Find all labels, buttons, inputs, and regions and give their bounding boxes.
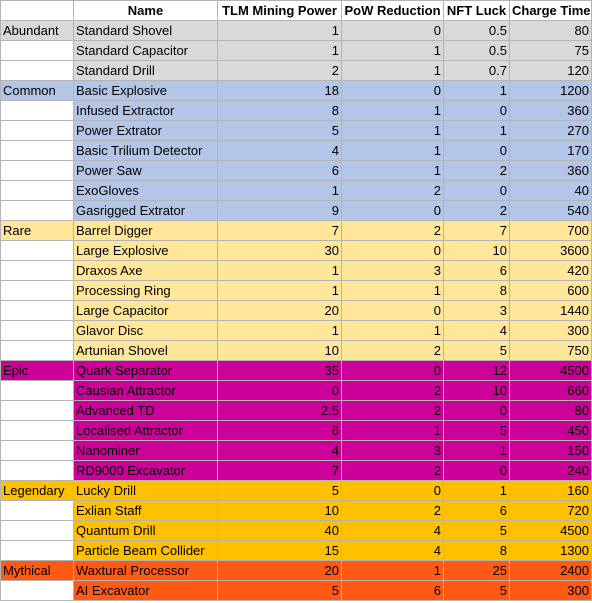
rarity-cell[interactable] bbox=[1, 581, 74, 601]
tlm-mining-power-cell[interactable]: 4 bbox=[218, 141, 342, 161]
table-row bbox=[1, 361, 592, 381]
pow-reduction-cell[interactable]: 0 bbox=[342, 481, 444, 501]
pow-reduction-cell[interactable]: 1 bbox=[342, 561, 444, 581]
charge-time-cell[interactable]: 360 bbox=[510, 101, 592, 121]
pow-reduction-cell[interactable]: 1 bbox=[342, 61, 444, 81]
pow-reduction-cell[interactable]: 2 bbox=[342, 181, 444, 201]
table-row bbox=[1, 181, 592, 201]
charge-time-cell[interactable]: 1440 bbox=[510, 301, 592, 321]
rarity-cell[interactable]: Rare bbox=[1, 221, 74, 241]
item-name-cell[interactable]: Exlian Staff bbox=[74, 501, 218, 521]
tlm-mining-power-cell[interactable]: 10 bbox=[218, 341, 342, 361]
nft-luck-cell[interactable]: 2 bbox=[444, 201, 510, 221]
rarity-cell[interactable] bbox=[1, 521, 74, 541]
charge-time-cell[interactable]: 170 bbox=[510, 141, 592, 161]
nft-luck-cell[interactable]: 3 bbox=[444, 301, 510, 321]
item-name-cell[interactable]: ExoGloves bbox=[74, 181, 218, 201]
item-name-cell[interactable]: Basic Trilium Detector bbox=[74, 141, 218, 161]
nft-luck-cell[interactable]: 0 bbox=[444, 181, 510, 201]
item-name-cell[interactable]: Advanced TD bbox=[74, 401, 218, 421]
rarity-cell[interactable] bbox=[1, 141, 74, 161]
nft-luck-cell[interactable]: 5 bbox=[444, 421, 510, 441]
nft-luck-cell[interactable]: 4 bbox=[444, 321, 510, 341]
pow-reduction-cell[interactable]: 1 bbox=[342, 101, 444, 121]
rarity-cell[interactable] bbox=[1, 121, 74, 141]
pow-reduction-cell[interactable]: 6 bbox=[342, 581, 444, 601]
item-name-cell[interactable]: Infused Extractor bbox=[74, 101, 218, 121]
tlm-mining-power-cell[interactable]: 40 bbox=[218, 521, 342, 541]
charge-time-cell[interactable]: 3600 bbox=[510, 241, 592, 261]
rarity-cell[interactable] bbox=[1, 201, 74, 221]
tlm-mining-power-cell[interactable]: 5 bbox=[218, 121, 342, 141]
rarity-cell[interactable] bbox=[1, 101, 74, 121]
tlm-mining-power-cell[interactable]: 7 bbox=[218, 221, 342, 241]
item-name-cell[interactable]: Quark Separator bbox=[74, 361, 218, 381]
nft-luck-cell[interactable]: 12 bbox=[444, 361, 510, 381]
item-name-cell[interactable]: Lucky Drill bbox=[74, 481, 218, 501]
charge-time-cell[interactable]: 4500 bbox=[510, 361, 592, 381]
table-row bbox=[1, 121, 592, 141]
nft-luck-cell[interactable]: 0.5 bbox=[444, 21, 510, 41]
nft-luck-cell[interactable]: 2 bbox=[444, 161, 510, 181]
item-name-cell[interactable]: Processing Ring bbox=[74, 281, 218, 301]
rarity-cell[interactable]: Abundant bbox=[1, 21, 74, 41]
table-row bbox=[1, 341, 592, 361]
pow-reduction-cell[interactable]: 2 bbox=[342, 401, 444, 421]
header-rarity[interactable] bbox=[1, 1, 74, 21]
charge-time-cell[interactable]: 360 bbox=[510, 161, 592, 181]
nft-luck-cell[interactable]: 5 bbox=[444, 521, 510, 541]
header-charge-time[interactable]: Charge Time bbox=[510, 1, 592, 21]
item-name-cell[interactable]: Gasrigged Extrator bbox=[74, 201, 218, 221]
rarity-cell[interactable] bbox=[1, 241, 74, 261]
item-name-cell[interactable]: Large Explosive bbox=[74, 241, 218, 261]
tlm-mining-power-cell[interactable]: 20 bbox=[218, 561, 342, 581]
tlm-mining-power-cell[interactable]: 7 bbox=[218, 461, 342, 481]
rarity-cell[interactable] bbox=[1, 381, 74, 401]
rarity-cell[interactable]: Mythical bbox=[1, 561, 74, 581]
rarity-cell[interactable] bbox=[1, 321, 74, 341]
charge-time-cell[interactable]: 750 bbox=[510, 341, 592, 361]
rarity-cell[interactable]: Epic bbox=[1, 361, 74, 381]
charge-time-cell[interactable]: 300 bbox=[510, 321, 592, 341]
pow-reduction-cell[interactable]: 3 bbox=[342, 261, 444, 281]
rarity-cell[interactable] bbox=[1, 341, 74, 361]
tlm-mining-power-cell[interactable]: 1 bbox=[218, 321, 342, 341]
pow-reduction-cell[interactable]: 1 bbox=[342, 281, 444, 301]
header-tlm-mining-power[interactable]: TLM Mining Power bbox=[218, 1, 342, 21]
table-row bbox=[1, 101, 592, 121]
charge-time-cell[interactable]: 600 bbox=[510, 281, 592, 301]
pow-reduction-cell[interactable]: 0 bbox=[342, 21, 444, 41]
charge-time-cell[interactable]: 700 bbox=[510, 221, 592, 241]
nft-luck-cell[interactable]: 8 bbox=[444, 541, 510, 561]
item-name-cell[interactable]: Large Capacitor bbox=[74, 301, 218, 321]
pow-reduction-cell[interactable]: 4 bbox=[342, 521, 444, 541]
table-row bbox=[1, 321, 592, 341]
nft-luck-cell[interactable]: 1 bbox=[444, 441, 510, 461]
item-name-cell[interactable]: RD9000 Excavator bbox=[74, 461, 218, 481]
table-row bbox=[1, 221, 592, 241]
rarity-cell[interactable] bbox=[1, 281, 74, 301]
table-row bbox=[1, 441, 592, 461]
charge-time-cell[interactable]: 240 bbox=[510, 461, 592, 481]
item-name-cell[interactable]: Barrel Digger bbox=[74, 221, 218, 241]
pow-reduction-cell[interactable]: 2 bbox=[342, 341, 444, 361]
nft-luck-cell[interactable]: 10 bbox=[444, 381, 510, 401]
table-row bbox=[1, 161, 592, 181]
rarity-cell[interactable] bbox=[1, 261, 74, 281]
tlm-mining-power-cell[interactable]: 5 bbox=[218, 481, 342, 501]
nft-luck-cell[interactable]: 8 bbox=[444, 281, 510, 301]
nft-luck-cell[interactable]: 0 bbox=[444, 141, 510, 161]
table-row bbox=[1, 241, 592, 261]
table-row bbox=[1, 581, 592, 601]
table-row bbox=[1, 521, 592, 541]
item-name-cell[interactable]: Localised Attractor bbox=[74, 421, 218, 441]
nft-luck-cell[interactable]: 6 bbox=[444, 501, 510, 521]
table-row bbox=[1, 381, 592, 401]
item-name-cell[interactable]: Glavor Disc bbox=[74, 321, 218, 341]
nft-luck-cell[interactable]: 10 bbox=[444, 241, 510, 261]
tlm-mining-power-cell[interactable]: 6 bbox=[218, 161, 342, 181]
pow-reduction-cell[interactable]: 1 bbox=[342, 41, 444, 61]
item-name-cell[interactable]: Quantum Drill bbox=[74, 521, 218, 541]
tlm-mining-power-cell[interactable]: 9 bbox=[218, 201, 342, 221]
rarity-cell[interactable] bbox=[1, 461, 74, 481]
tlm-mining-power-cell[interactable]: 1 bbox=[218, 261, 342, 281]
nft-luck-cell[interactable]: 6 bbox=[444, 261, 510, 281]
table-row bbox=[1, 501, 592, 521]
table-row bbox=[1, 141, 592, 161]
tlm-mining-power-cell[interactable]: 18 bbox=[218, 81, 342, 101]
item-name-cell[interactable]: Standard Drill bbox=[74, 61, 218, 81]
nft-luck-cell[interactable]: 0.7 bbox=[444, 61, 510, 81]
table-row bbox=[1, 61, 592, 81]
nft-luck-cell[interactable]: 0.5 bbox=[444, 41, 510, 61]
tlm-mining-power-cell[interactable]: 0 bbox=[218, 381, 342, 401]
nft-luck-cell[interactable]: 7 bbox=[444, 221, 510, 241]
pow-reduction-cell[interactable]: 2 bbox=[342, 461, 444, 481]
table-row bbox=[1, 301, 592, 321]
charge-time-cell[interactable]: 300 bbox=[510, 581, 592, 601]
table-row bbox=[1, 201, 592, 221]
tlm-mining-power-cell[interactable]: 2.5 bbox=[218, 401, 342, 421]
pow-reduction-cell[interactable]: 0 bbox=[342, 81, 444, 101]
table-row bbox=[1, 421, 592, 441]
item-name-cell[interactable]: Power Saw bbox=[74, 161, 218, 181]
nft-luck-cell[interactable]: 5 bbox=[444, 581, 510, 601]
pow-reduction-cell[interactable]: 2 bbox=[342, 501, 444, 521]
nft-luck-cell[interactable]: 0 bbox=[444, 401, 510, 421]
pow-reduction-cell[interactable]: 1 bbox=[342, 161, 444, 181]
header-nft-luck[interactable]: NFT Luck bbox=[444, 1, 510, 21]
table-row bbox=[1, 261, 592, 281]
pow-reduction-cell[interactable]: 3 bbox=[342, 441, 444, 461]
rarity-cell[interactable] bbox=[1, 301, 74, 321]
nft-luck-cell[interactable]: 5 bbox=[444, 341, 510, 361]
rarity-cell[interactable] bbox=[1, 401, 74, 421]
charge-time-cell[interactable]: 4500 bbox=[510, 521, 592, 541]
item-name-cell[interactable]: Draxos Axe bbox=[74, 261, 218, 281]
table-row bbox=[1, 41, 592, 61]
table-row bbox=[1, 561, 592, 581]
item-name-cell[interactable]: Standard Capacitor bbox=[74, 41, 218, 61]
pow-reduction-cell[interactable]: 0 bbox=[342, 301, 444, 321]
charge-time-cell[interactable]: 420 bbox=[510, 261, 592, 281]
pow-reduction-cell[interactable]: 1 bbox=[342, 121, 444, 141]
header-row bbox=[1, 1, 592, 21]
charge-time-cell[interactable]: 720 bbox=[510, 501, 592, 521]
item-name-cell[interactable]: Artunian Shovel bbox=[74, 341, 218, 361]
pow-reduction-cell[interactable]: 0 bbox=[342, 361, 444, 381]
rarity-cell[interactable]: Common bbox=[1, 81, 74, 101]
table-row bbox=[1, 481, 592, 501]
tlm-mining-power-cell[interactable]: 15 bbox=[218, 541, 342, 561]
tlm-mining-power-cell[interactable]: 2 bbox=[218, 61, 342, 81]
item-name-cell[interactable]: Waxtural Processor bbox=[74, 561, 218, 581]
table-body bbox=[1, 21, 592, 601]
rarity-cell[interactable] bbox=[1, 501, 74, 521]
item-name-cell[interactable]: Basic Explosive bbox=[74, 81, 218, 101]
tlm-mining-power-cell[interactable]: 10 bbox=[218, 501, 342, 521]
tlm-mining-power-cell[interactable]: 4 bbox=[218, 441, 342, 461]
nft-luck-cell[interactable]: 0 bbox=[444, 101, 510, 121]
pow-reduction-cell[interactable]: 2 bbox=[342, 221, 444, 241]
nft-luck-cell[interactable]: 1 bbox=[444, 81, 510, 101]
charge-time-cell[interactable]: 1300 bbox=[510, 541, 592, 561]
charge-time-cell[interactable]: 1200 bbox=[510, 81, 592, 101]
charge-time-cell[interactable]: 150 bbox=[510, 441, 592, 461]
rarity-cell[interactable] bbox=[1, 161, 74, 181]
rarity-cell[interactable] bbox=[1, 541, 74, 561]
item-name-cell[interactable]: Nanominer bbox=[74, 441, 218, 461]
charge-time-cell[interactable]: 540 bbox=[510, 201, 592, 221]
table-row bbox=[1, 81, 592, 101]
charge-time-cell[interactable]: 40 bbox=[510, 181, 592, 201]
charge-time-cell[interactable]: 2400 bbox=[510, 561, 592, 581]
rarity-cell[interactable] bbox=[1, 61, 74, 81]
charge-time-cell[interactable]: 270 bbox=[510, 121, 592, 141]
table-row bbox=[1, 461, 592, 481]
nft-luck-cell[interactable]: 25 bbox=[444, 561, 510, 581]
header-name[interactable]: Name bbox=[74, 1, 218, 21]
item-name-cell[interactable]: AI Excavator bbox=[74, 581, 218, 601]
tlm-mining-power-cell[interactable]: 1 bbox=[218, 21, 342, 41]
tlm-mining-power-cell[interactable]: 35 bbox=[218, 361, 342, 381]
charge-time-cell[interactable]: 120 bbox=[510, 61, 592, 81]
rarity-cell[interactable] bbox=[1, 441, 74, 461]
rarity-cell[interactable] bbox=[1, 41, 74, 61]
rarity-cell[interactable] bbox=[1, 181, 74, 201]
nft-luck-cell[interactable]: 1 bbox=[444, 121, 510, 141]
table-row bbox=[1, 541, 592, 561]
item-name-cell[interactable]: Standard Shovel bbox=[74, 21, 218, 41]
tlm-mining-power-cell[interactable]: 5 bbox=[218, 581, 342, 601]
tlm-mining-power-cell[interactable]: 1 bbox=[218, 41, 342, 61]
charge-time-cell[interactable]: 80 bbox=[510, 21, 592, 41]
item-name-cell[interactable]: Causian Attractor bbox=[74, 381, 218, 401]
rarity-cell[interactable]: Legendary bbox=[1, 481, 74, 501]
tlm-mining-power-cell[interactable]: 30 bbox=[218, 241, 342, 261]
pow-reduction-cell[interactable]: 0 bbox=[342, 241, 444, 261]
charge-time-cell[interactable]: 160 bbox=[510, 481, 592, 501]
pow-reduction-cell[interactable]: 4 bbox=[342, 541, 444, 561]
tlm-mining-power-cell[interactable]: 1 bbox=[218, 181, 342, 201]
item-name-cell[interactable]: Particle Beam Collider bbox=[74, 541, 218, 561]
table-row bbox=[1, 21, 592, 41]
charge-time-cell[interactable]: 80 bbox=[510, 401, 592, 421]
charge-time-cell[interactable]: 450 bbox=[510, 421, 592, 441]
item-name-cell[interactable]: Power Extrator bbox=[74, 121, 218, 141]
nft-luck-cell[interactable]: 1 bbox=[444, 481, 510, 501]
header-pow-reduction[interactable]: PoW Reduction bbox=[342, 1, 444, 21]
pow-reduction-cell[interactable]: 1 bbox=[342, 141, 444, 161]
pow-reduction-cell[interactable]: 2 bbox=[342, 381, 444, 401]
charge-time-cell[interactable]: 75 bbox=[510, 41, 592, 61]
rarity-cell[interactable] bbox=[1, 421, 74, 441]
pow-reduction-cell[interactable]: 0 bbox=[342, 201, 444, 221]
table-row bbox=[1, 281, 592, 301]
tlm-mining-power-cell[interactable]: 8 bbox=[218, 101, 342, 121]
nft-luck-cell[interactable]: 0 bbox=[444, 461, 510, 481]
pow-reduction-cell[interactable]: 1 bbox=[342, 321, 444, 341]
tlm-mining-power-cell[interactable]: 20 bbox=[218, 301, 342, 321]
charge-time-cell[interactable]: 660 bbox=[510, 381, 592, 401]
tlm-mining-power-cell[interactable]: 1 bbox=[218, 281, 342, 301]
pow-reduction-cell[interactable]: 1 bbox=[342, 421, 444, 441]
table-row bbox=[1, 401, 592, 421]
tlm-mining-power-cell[interactable]: 6 bbox=[218, 421, 342, 441]
